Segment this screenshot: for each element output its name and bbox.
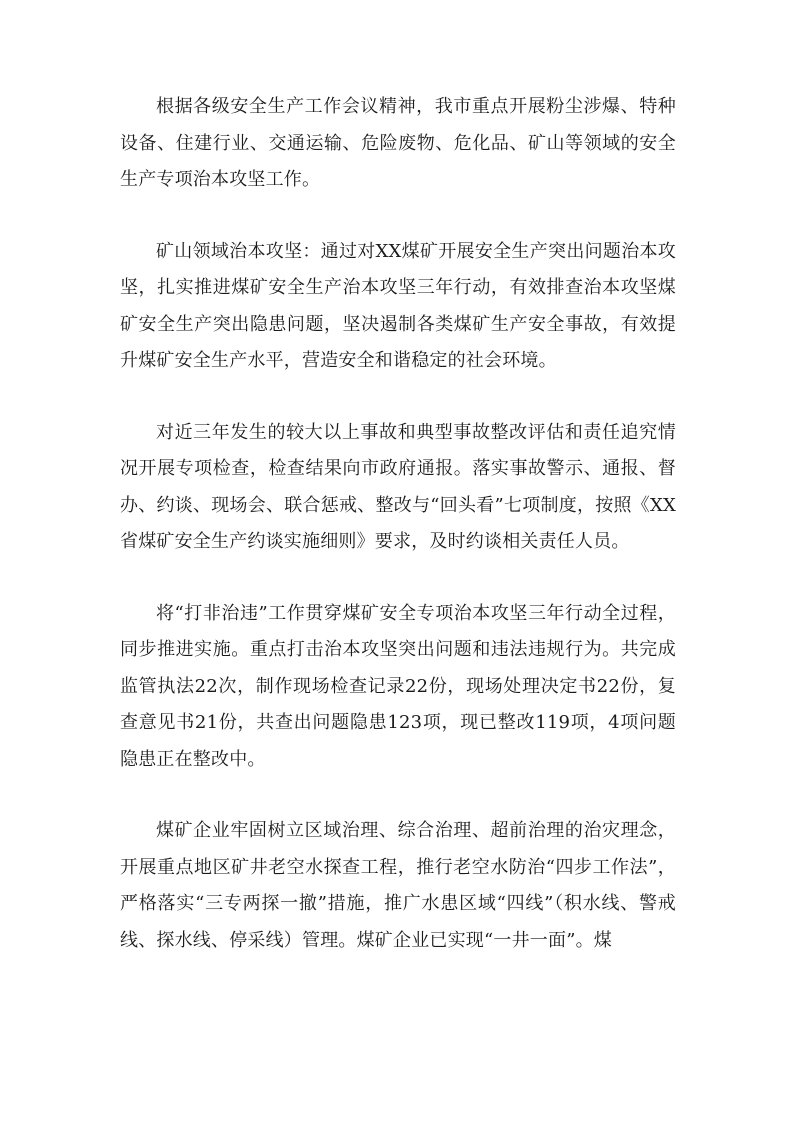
paragraph-water-hazard-control: 煤矿企业牢固树立区域治理、综合治理、超前治理的治灾理念，开展重点地区矿井老空水探查工程，推行老空水防治“四步工作法”，严格落实“三专两探一撤”措施，推广水患区域“四线”（积水线、警戒线、探水线、停采线）管理。煤矿企业已实现“一井一面”。煤 — [120, 820, 676, 951]
paragraph-enforcement-results: 将“打非治违”工作贯穿煤矿安全专项治本攻坚三年行动全过程，同步推进实施。重点打击治本攻坚突出问题和违法违规行为。共完成监管执法22次，制作现场检查记录22份，现场处理决定书22份，复查意见书21份，共查出问题隐患123项，现已整改119项，4项问题隐患正在整改中。 — [120, 602, 676, 770]
paragraph-safety-work-overview: 根据各级安全生产工作会议精神，我市重点开展粉尘涉爆、特种设备、住建行业、交通运输、危险废物、危化品、矿山等领域的安全生产专项治本攻坚工作。 — [120, 96, 676, 190]
paragraph-accident-inspection: 对近三年发生的较大以上事故和典型事故整改评估和责任追究情况开展专项检查，检查结果向市政府通报。落实事故警示、通报、督办、约谈、现场会、联合惩戒、整改与“回头看”七项制度，按照《XX省煤矿安全生产约谈实施细则》要求，及时约谈相关责任人员。 — [120, 421, 676, 552]
document-page — [120, 89, 676, 994]
paragraph-mine-field-campaign: 矿山领域治本攻坚：通过对XX煤矿开展安全生产突出问题治本攻坚，扎实推进煤矿安全生产治本攻坚三年行动，有效排查治本攻坚煤矿安全生产突出隐患问题，坚决遏制各类煤矿生产安全事故，有效提升煤矿安全生产水平，营造安全和谐稳定的社会环境。 — [120, 240, 676, 371]
